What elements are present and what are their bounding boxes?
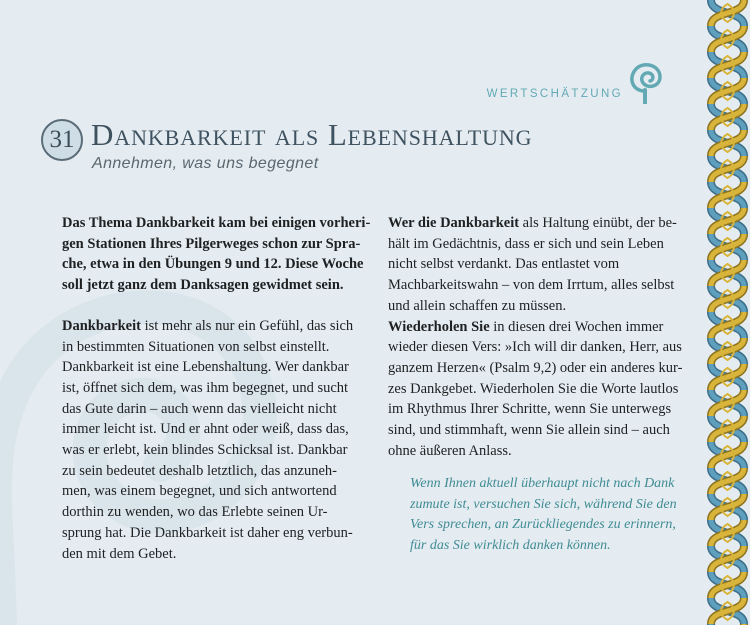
text-line: immer leicht ist. Und er ahnt oder weiß, dass das, — [62, 421, 349, 438]
lead-word: Wiederholen Sie — [388, 318, 490, 335]
text-line: zu sein bedeutet deshalb letztlich, das anzuneh- — [62, 462, 337, 479]
text-line: ganzem Herzen« (Psalm 9,2) oder ein anderes kur- — [388, 359, 683, 376]
text-line: zumute ist, versuchen Sie sich, während Sie den — [410, 496, 677, 512]
text-line: dorthin zu wenden, wo das Erlebte seinen Ur- — [62, 504, 328, 521]
chapter-number-badge: 31 — [41, 119, 83, 161]
text-line: Wenn Ihnen aktuell überhaupt nicht nach Dank — [410, 476, 675, 491]
lead-word: Dankbarkeit — [62, 317, 141, 334]
text-line: zes Dankgebet. Wiederholen Sie die Worte lautlos — [388, 380, 679, 397]
left-column — [62, 213, 371, 564]
text-line: und allein schaffen zu müssen. — [388, 297, 567, 314]
celtic-border-ornament — [705, 0, 750, 625]
text-line: Wer die Dankbarkeit als Haltung einübt, der be- — [388, 215, 677, 231]
body-paragraph — [62, 316, 367, 564]
body-paragraph — [388, 317, 688, 462]
text-line: Das Thema Dankbarkeit kam bei einigen vorheri- — [62, 215, 371, 231]
text-line: gen Stationen Ihres Pilgerweges schon zur Spra- — [62, 235, 361, 252]
text-line: ohne äußeren Anlass. — [388, 442, 512, 459]
text-line: che, etwa in den Übungen 9 und 12. Diese Woche — [62, 256, 364, 273]
right-column — [388, 213, 688, 461]
page-subtitle: Annehmen, was uns begegnet — [92, 155, 319, 172]
text-line: men, was einem begegnet, und sich antwortend — [62, 483, 337, 500]
text-line: sprung hat. Die Dankbarkeit ist daher eng verbun- — [62, 524, 353, 541]
spiral-tree-icon — [625, 60, 665, 104]
text-line: Wiederholen Sie in diesen drei Wochen immer — [388, 318, 664, 335]
intro-paragraph — [62, 213, 371, 296]
text-line: Vers sprechen, an Zurückliegendes zu erinnern, — [410, 517, 676, 533]
page-title: Dankbarkeit als Lebenshaltung — [91, 117, 533, 152]
text-line: ist, öffnet sich dem, was ihm begegnet, und sucht — [62, 379, 349, 396]
text-line: Dankbarkeit ist eine Lebenshaltung. Wer dankbar — [62, 359, 349, 376]
text-line: in bestimmten Situationen von selbst einstellt. — [62, 338, 330, 355]
text-line: für das Sie wirklich danken können. — [410, 538, 611, 554]
text-line: Dankbarkeit ist mehr als nur ein Gefühl, das sich — [62, 317, 354, 334]
body-paragraph — [388, 213, 688, 317]
text-line: nicht selbst verdankt. Das entlastet vom — [388, 256, 620, 273]
quote-paragraph — [410, 474, 695, 557]
text-line: was er erlebt, kein blindes Schicksal ist. Dankbar — [62, 442, 348, 459]
text-line: soll jetzt ganz dem Danksagen gewidmet sein. — [62, 277, 344, 294]
section-label: WERTSCHÄTZUNG — [486, 88, 623, 100]
text-line: hält im Gedächtnis, dass er sich und sein Leben — [388, 235, 664, 252]
lead-word: Wer die Dankbarkeit — [388, 215, 520, 231]
text-line: Machbarkeitswahn – von dem Irrtum, alles selbst — [388, 277, 675, 294]
text-line: im Rhythmus Ihrer Schritte, wenn Sie unterwegs — [388, 401, 672, 418]
text-line: wieder diesen Vers: »Ich will dir danken, Herr, aus — [388, 339, 682, 356]
text-line: sind, und stimmhaft, wenn Sie allein sind – auch — [388, 422, 670, 439]
text-line: das Gute darin – auch wenn das vielleicht nicht — [62, 400, 337, 417]
text-line: den mit dem Gebet. — [62, 545, 177, 562]
